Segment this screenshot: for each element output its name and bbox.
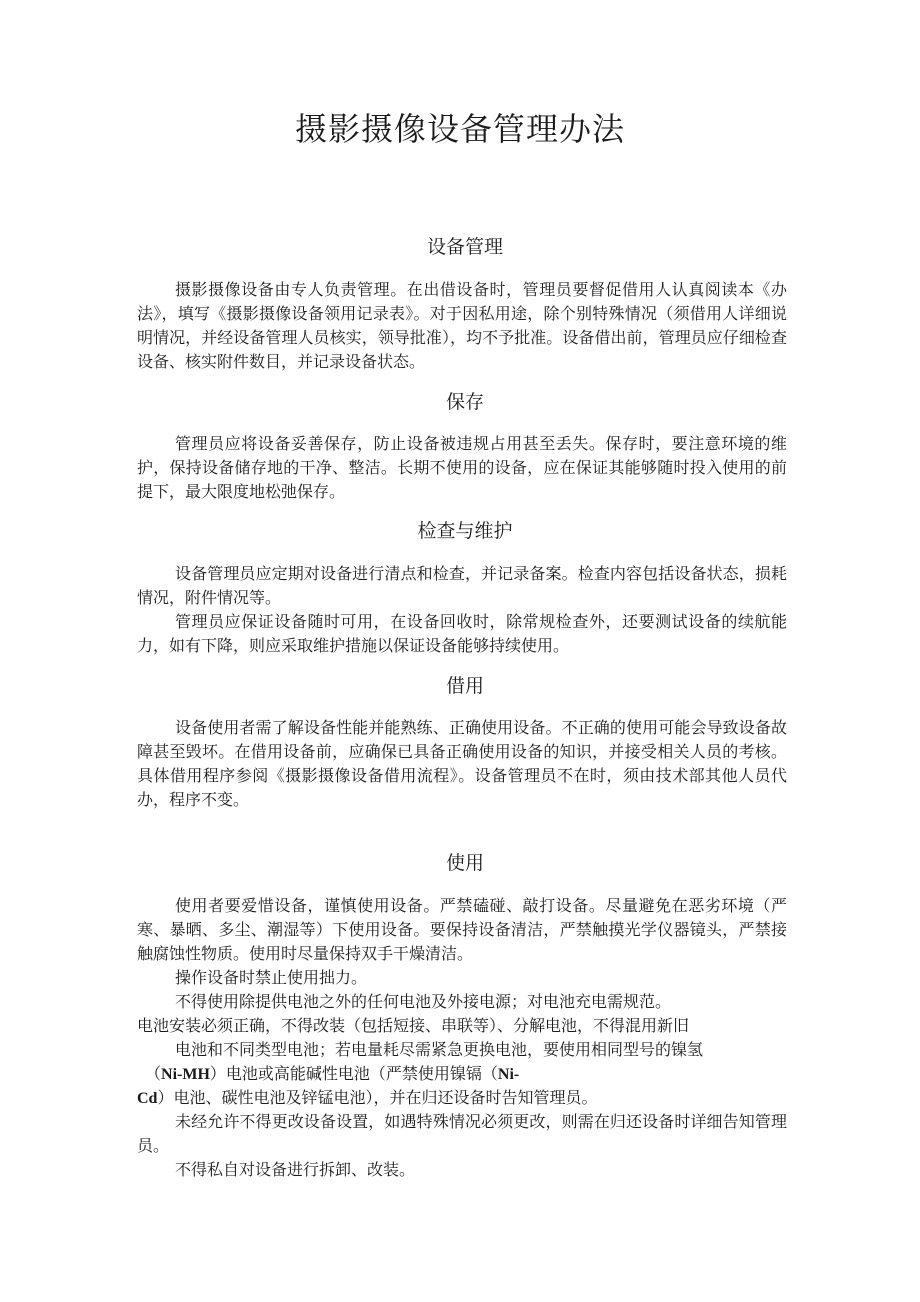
paragraph: 设备使用者需了解设备性能并能熟练、正确使用设备。不正确的使用可能会导致设备故障甚至毁坏。在借用设备前，应确保已具备正确使用设备的知识，并接受相关人员的考核。具体借用程序参阅《摄影摄像设备借用流程》。设备管理员不在时，须由技术部其他人员代办，程序不变。	[137, 718, 787, 809]
paragraph-line: 电池安装必须正确，不得改装（包括短接、串联等）、分解电池，不得混用新旧	[137, 1016, 690, 1035]
section-heading: 检查与维护	[417, 520, 513, 542]
paragraph-fragment: ）电池、碳性电池及锌锰电池），并在归还设备时告知管理员。	[157, 1088, 598, 1107]
paragraph-line	[145, 1062, 519, 1087]
section-heading: 保存	[445, 391, 484, 413]
section-heading: 使用	[445, 852, 484, 874]
paragraph: 不得私自对设备进行拆卸、改装。	[175, 1160, 416, 1179]
paragraph-fragment: （	[145, 1064, 162, 1083]
section-heading: 借用	[445, 675, 484, 697]
paragraph: 未经允许不得更改设备设置，如遇特殊情况必须更改，则需在归还设备时详细告知管理员。	[137, 1112, 787, 1155]
paragraph-line	[137, 1086, 597, 1111]
document-title: 摄影摄像设备管理办法	[294, 110, 625, 148]
paragraph-line: 电池和不同类型电池；若电量耗尽需紧急更换电池，要使用相同型号的镍氢	[175, 1040, 704, 1059]
paragraph-fragment: Cd	[137, 1090, 158, 1107]
section-heading: 设备管理	[426, 236, 503, 258]
paragraph: 管理员应保证设备随时可用，在设备回收时，除常规检查外，还要测试设备的续航能力，如有下降，则应采取维护措施以保证设备能够持续使用。	[137, 612, 787, 655]
paragraph: 不得使用除提供电池之外的任何电池及外接电源；对电池充电需规范。	[175, 992, 672, 1011]
paragraph: 设备管理员应定期对设备进行清点和检查，并记录备案。检查内容包括设备状态，损耗情况，附件情况等。	[137, 564, 787, 607]
paragraph-fragment: Ni-	[497, 1066, 520, 1083]
paragraph-fragment: Ni-MH	[161, 1066, 210, 1083]
paragraph: 管理员应将设备妥善保存，防止设备被违规占用甚至丢失。保存时，要注意环境的维护，保持设备储存地的干净、整洁。长期不使用的设备，应在保证其能够随时投入使用的前提下，最大限度地松弛保存。	[137, 434, 787, 501]
paragraph: 摄影摄像设备由专人负责管理。在出借设备时，管理员要督促借用人认真阅读本《办法》，填写《摄影摄像设备领用记录表》。对于因私用途，除个别特殊情况（须借用人详细说明情况，并经设备管理人员核实，领导批准），均不予批准。设备借出前，管理员应仔细检查设备、核实附件数目，并记录设备状态。	[137, 280, 787, 371]
paragraph: 操作设备时禁止使用拙力。	[175, 968, 368, 987]
paragraph: 使用者要爱惜设备，谨慎使用设备。严禁磕碰、敲打设备。尽量避免在恶劣环境（严寒、暴晒、多尘、潮湿等）下使用设备。要保持设备清洁，严禁触摸光学仪器镜头，严禁接触腐蚀性物质。使用时尽量保持双手干燥清洁。	[137, 896, 787, 963]
paragraph-fragment: ）电池或高能碱性电池（严禁使用镍镉（	[209, 1064, 498, 1083]
